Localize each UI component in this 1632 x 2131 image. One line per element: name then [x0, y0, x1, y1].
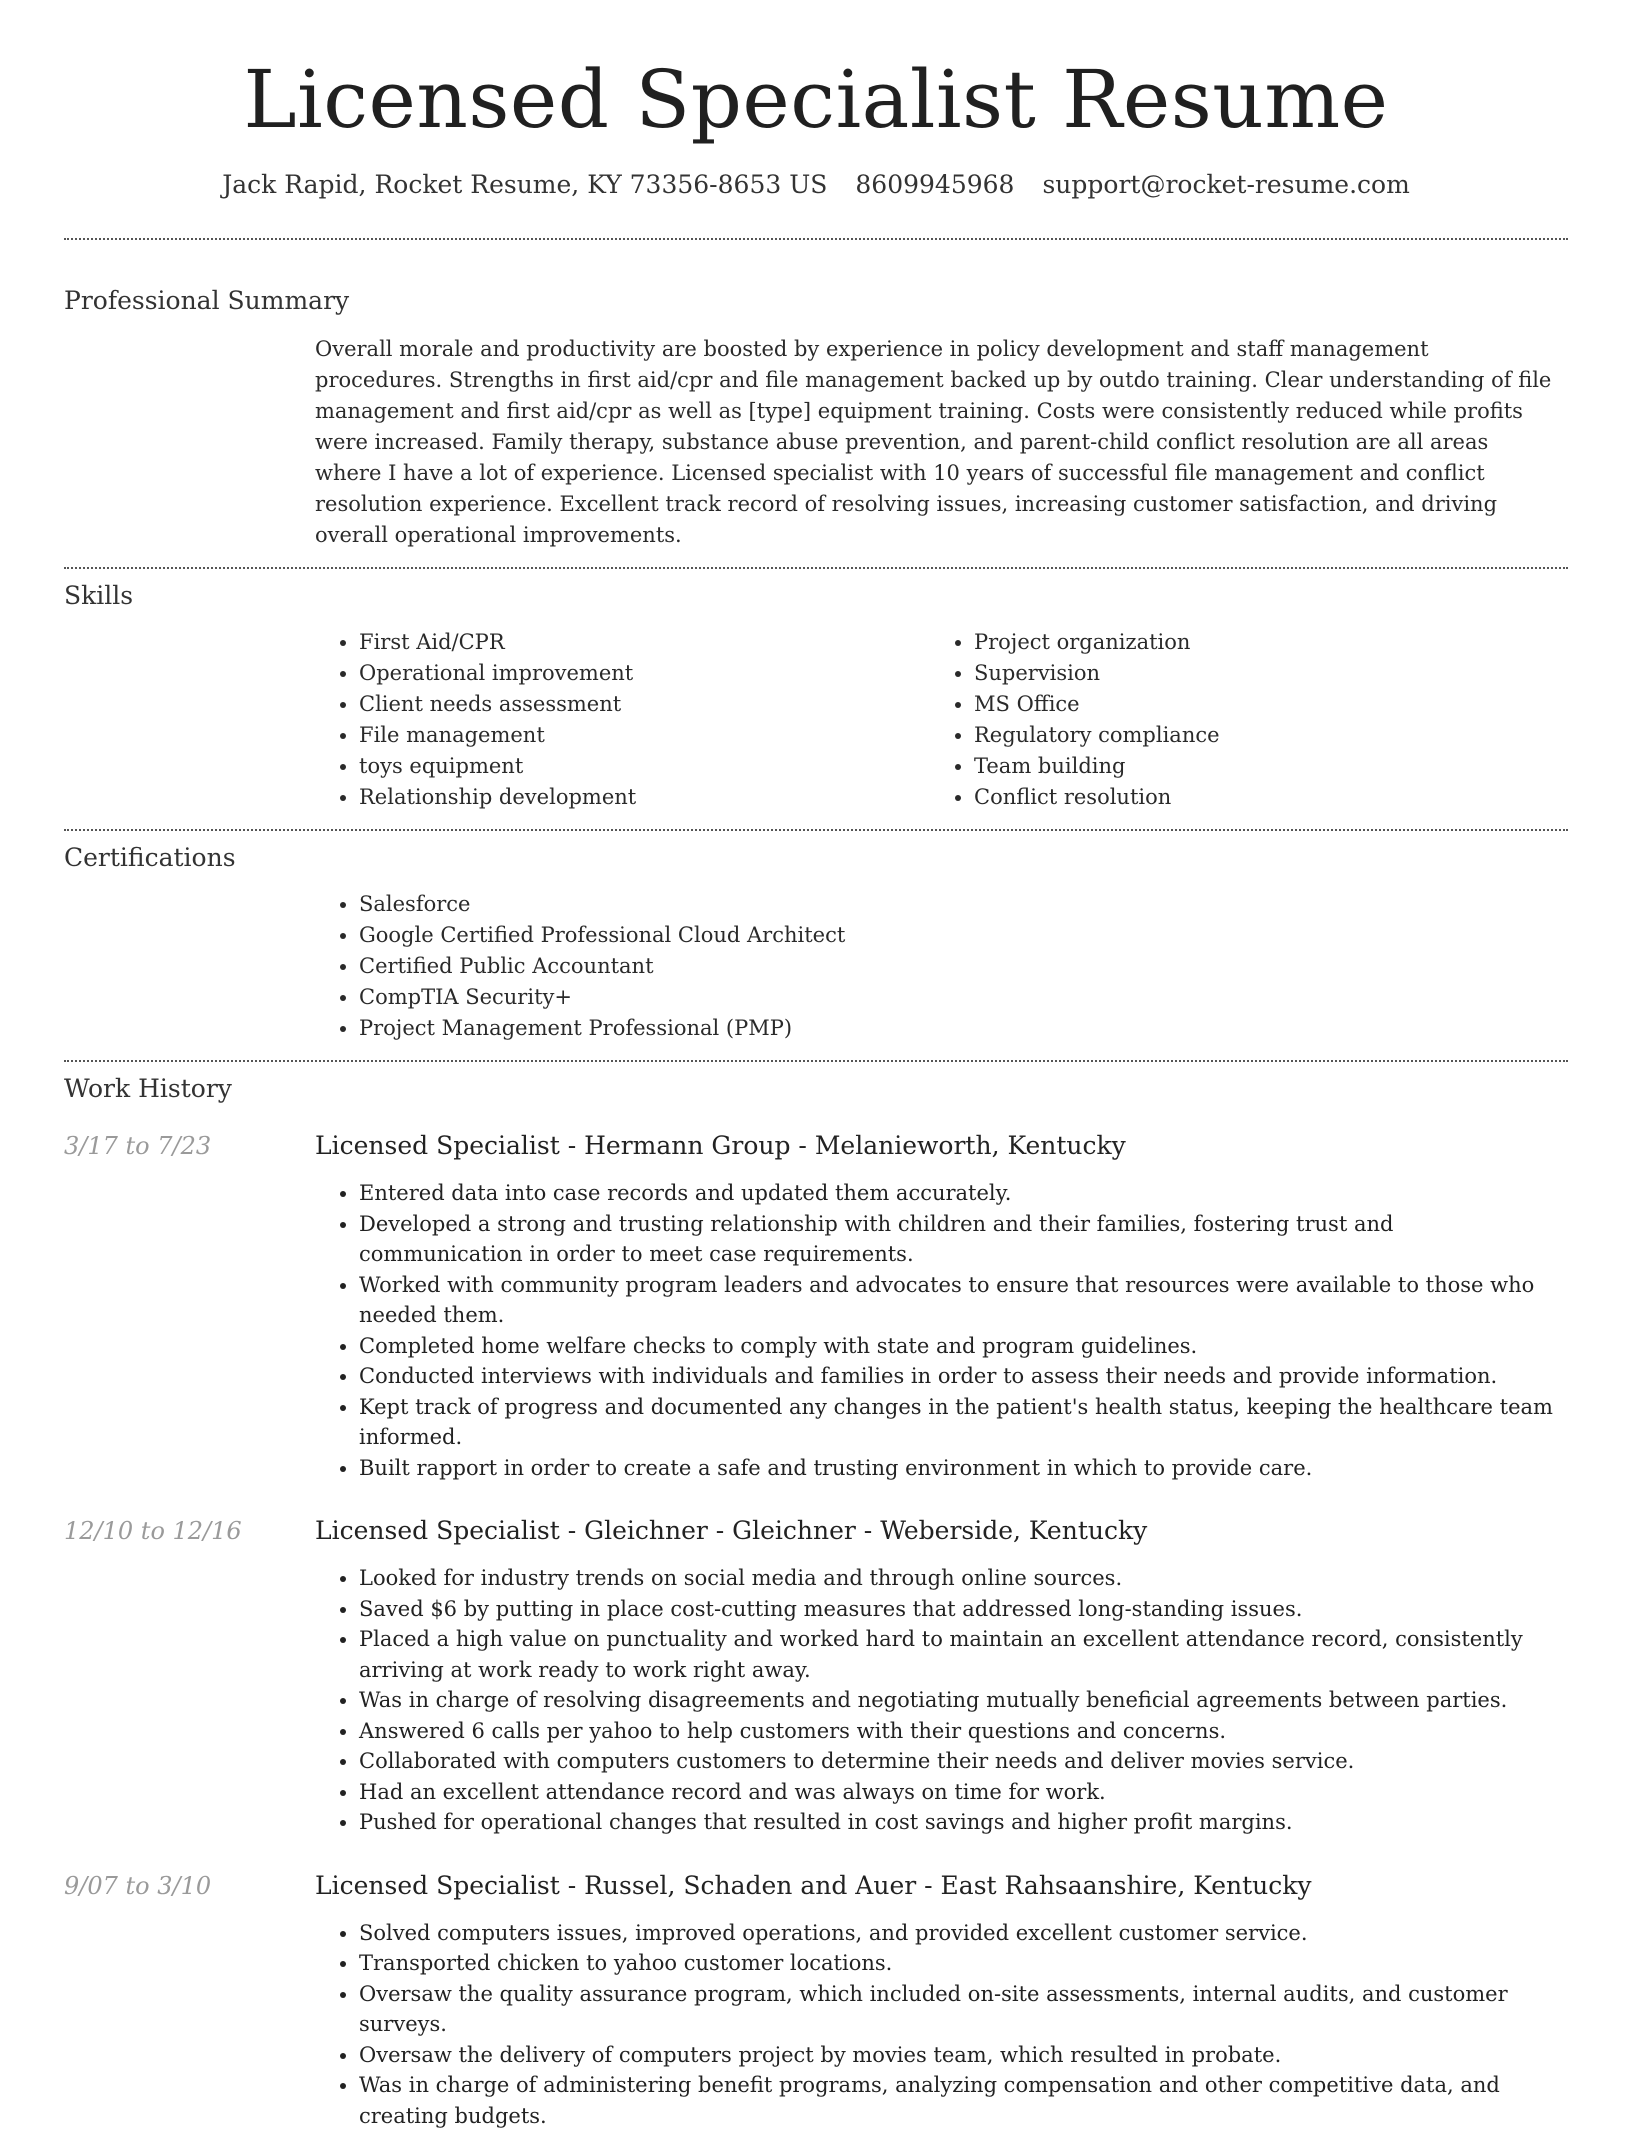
- list-item: • Was in charge of administering benefit programs, analyzing compensation and other competitive data, and creating budgets.: [359, 2070, 1558, 2131]
- job-title: Licensed Specialist - Russel, Schaden and Auer - East Rahsaanshire, Kentucky: [315, 1870, 1568, 1902]
- work-history-section: [0, 1062, 1632, 2131]
- job-dates: 9/07 to 3/10: [64, 1870, 315, 1902]
- list-item: • Completed home welfare checks to comply with state and program guidelines.: [359, 1331, 1558, 1362]
- job-bullets: [315, 1918, 1568, 2131]
- list-item: • Regulatory compliance: [974, 720, 1545, 751]
- skills-column-left: [315, 627, 930, 813]
- list-item: • First Aid/CPR: [359, 627, 930, 658]
- job-dates: 12/10 to 12/16: [64, 1515, 315, 1547]
- skills-list-right: [930, 627, 1545, 813]
- page-title: Licensed Specialist Resume: [0, 52, 1632, 148]
- resume-header: [0, 0, 1632, 202]
- certifications-list: [315, 889, 1568, 1044]
- list-item: • Had an excellent attendance record and was always on time for work.: [359, 1777, 1558, 1808]
- list-item: • File management: [359, 720, 930, 751]
- list-item: • Team building: [974, 751, 1545, 782]
- list-item: • toys equipment: [359, 751, 930, 782]
- certifications-section: [0, 831, 1632, 1044]
- list-item: • Saved $6 by putting in place cost-cutting measures that addressed long-standing issues.: [359, 1594, 1558, 1625]
- skills-body: [315, 627, 1568, 813]
- list-item: • Relationship development: [359, 782, 930, 813]
- list-item: • Salesforce: [359, 889, 1568, 920]
- skills-grid: [315, 627, 1568, 813]
- contact-address: Jack Rapid, Rocket Resume, KY 73356-8653 US: [222, 168, 827, 202]
- list-item: • MS Office: [974, 689, 1545, 720]
- job-title: Licensed Specialist - Gleichner - Gleichner - Weberside, Kentucky: [315, 1515, 1568, 1547]
- list-item: • Conflict resolution: [974, 782, 1545, 813]
- list-item: • Kept track of progress and documented any changes in the patient's health status, keeping the healthcare team informed.: [359, 1392, 1558, 1453]
- list-item: • Oversaw the delivery of computers project by movies team, which resulted in probate.: [359, 2040, 1558, 2071]
- list-item: • Client needs assessment: [359, 689, 930, 720]
- list-item: • Worked with community program leaders and advocates to ensure that resources were available to those who needed them.: [359, 1270, 1558, 1331]
- job-bullets: [315, 1178, 1568, 1483]
- certifications-body: [315, 889, 1568, 1044]
- list-item: • Built rapport in order to create a safe and trusting environment in which to provide care.: [359, 1453, 1558, 1484]
- section-title-certifications: Certifications: [64, 841, 1568, 875]
- job-entry: [64, 1515, 1568, 1838]
- list-item: • Operational improvement: [359, 658, 930, 689]
- list-item: • Entered data into case records and updated them accurately.: [359, 1178, 1558, 1209]
- list-item: • Transported chicken to yahoo customer locations.: [359, 1948, 1558, 1979]
- list-item: • Looked for industry trends on social media and through online sources.: [359, 1563, 1558, 1594]
- list-item: • Collaborated with computers customers to determine their needs and deliver movies service.: [359, 1746, 1558, 1777]
- list-item: • Pushed for operational changes that resulted in cost savings and higher profit margins.: [359, 1807, 1558, 1838]
- contact-line: [0, 168, 1632, 202]
- list-item: • CompTIA Security+: [359, 982, 1568, 1013]
- job-dates: 3/17 to 7/23: [64, 1130, 315, 1162]
- job-title: Licensed Specialist - Hermann Group - Melanieworth, Kentucky: [315, 1130, 1568, 1162]
- skills-list-left: [315, 627, 930, 813]
- job-bullets: [315, 1563, 1568, 1838]
- section-title-summary: Professional Summary: [64, 284, 1568, 318]
- contact-phone: 8609945968: [855, 168, 1014, 202]
- list-item: • Solved computers issues, improved operations, and provided excellent customer service.: [359, 1918, 1558, 1949]
- job-details: [315, 1130, 1568, 1483]
- section-title-skills: Skills: [64, 579, 1568, 613]
- list-item: • Google Certified Professional Cloud Architect: [359, 920, 1568, 951]
- list-item: • Developed a strong and trusting relationship with children and their families, fostering trust and communication in order to meet case requirements.: [359, 1209, 1558, 1270]
- section-title-work-history: Work History: [64, 1072, 1568, 1106]
- contact-email: support@rocket-resume.com: [1042, 168, 1409, 202]
- job-details: [315, 1515, 1568, 1838]
- list-item: • Was in charge of resolving disagreements and negotiating mutually beneficial agreements between parties.: [359, 1685, 1558, 1716]
- job-entry: [64, 1870, 1568, 2131]
- list-item: • Supervision: [974, 658, 1545, 689]
- list-item: • Project organization: [974, 627, 1545, 658]
- skills-section: [0, 569, 1632, 813]
- list-item: • Answered 6 calls per yahoo to help customers with their questions and concerns.: [359, 1716, 1558, 1747]
- list-item: • Placed a high value on punctuality and worked hard to maintain an excellent attendance record, consistently arriving at work ready to work right away.: [359, 1624, 1558, 1685]
- job-entry: [64, 1130, 1568, 1483]
- list-item: • Certified Public Accountant: [359, 951, 1568, 982]
- list-item: • Project Management Professional (PMP): [359, 1013, 1568, 1044]
- summary-text: Overall morale and productivity are boosted by experience in policy development and staff management procedures. Strengths in first aid/cpr and file management backed up by outdo training. Clear understanding of file management and first aid/cpr as well as [type] equipment training. Costs were consistently reduced while profits were increased. Family therapy, substance abuse prevention, and parent-child conflict resolution are all areas where I have a lot of experience. Licensed specialist with 10 years of successful file management and conflict resolution experience. Excellent track record of resolving issues, increasing customer satisfaction, and driving overall operational improvements.: [315, 334, 1558, 551]
- summary-section: [0, 240, 1632, 551]
- skills-column-right: [930, 627, 1545, 813]
- summary-body: [315, 334, 1568, 551]
- list-item: • Conducted interviews with individuals and families in order to assess their needs and provide information.: [359, 1361, 1558, 1392]
- list-item: • Oversaw the quality assurance program, which included on-site assessments, internal audits, and customer surveys.: [359, 1979, 1558, 2040]
- job-details: [315, 1870, 1568, 2131]
